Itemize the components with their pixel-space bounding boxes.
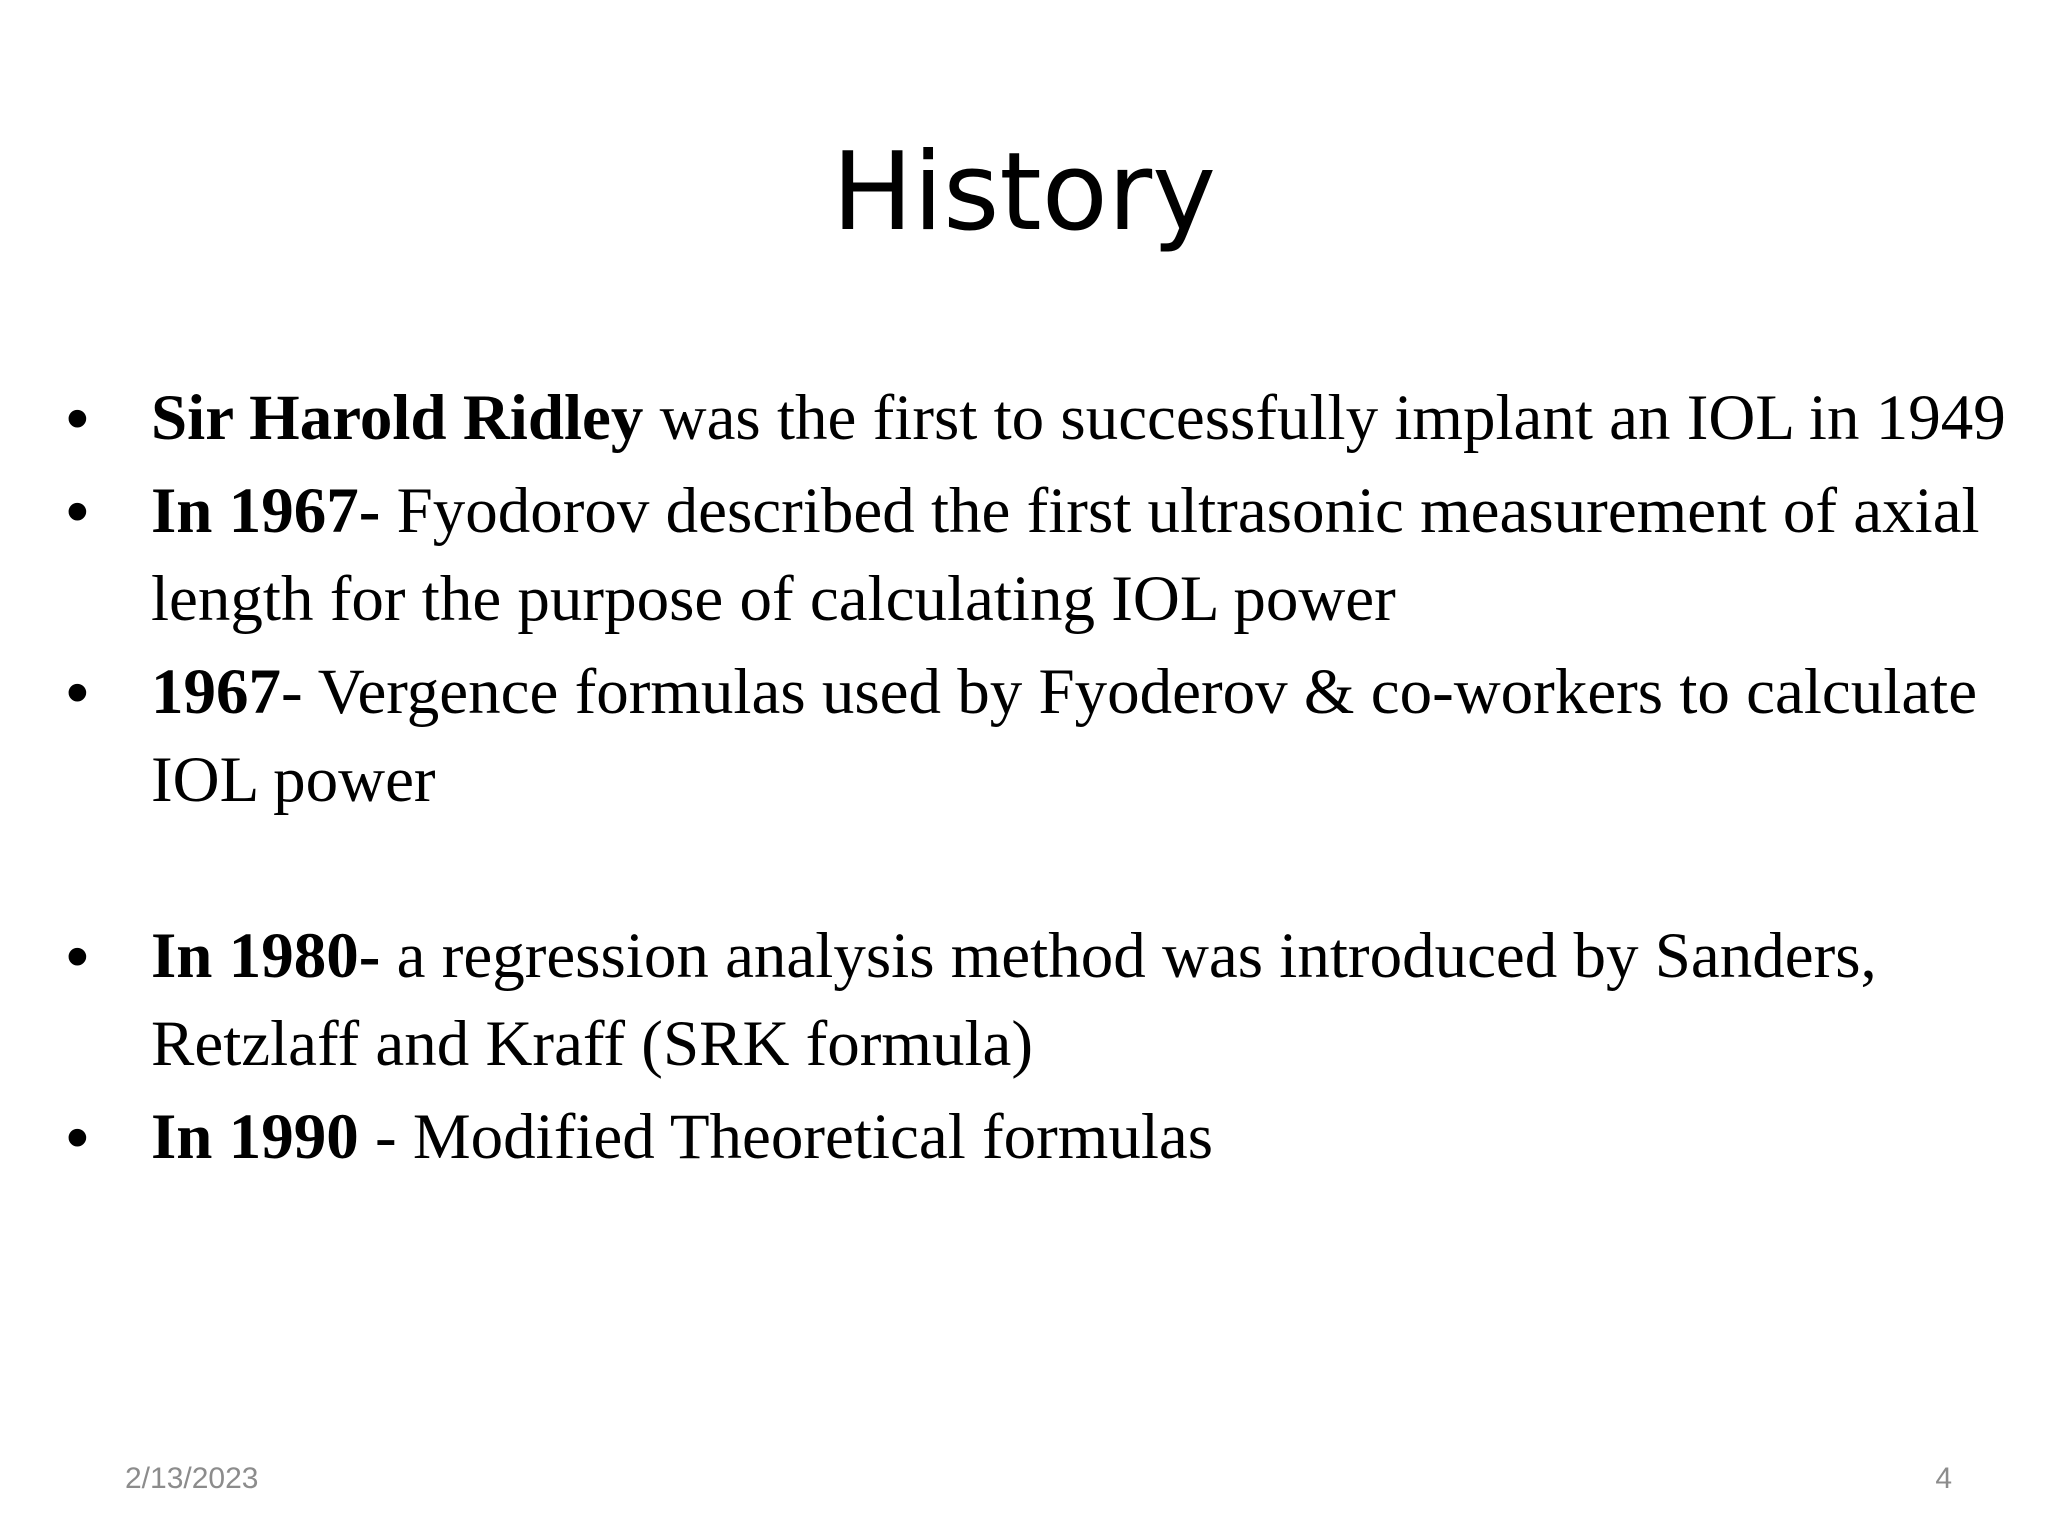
page-number: 4 [1935,1462,1952,1495]
bullet-text: a regression analysis method was introduced by Sanders, Retzlaff and Kraff (SRK formula) [151,920,1877,1080]
bullet-bold-text: In 1990 [151,1101,359,1173]
bullet-icon: • [66,655,89,728]
list-item [60,912,2020,1088]
list-item [60,467,2020,643]
bullet-text: Fyodorov described the first ultrasonic measurement of axial length for the purpose of calculating IOL power [151,475,1980,635]
list-item [60,374,2020,462]
list-item [60,1093,2020,1181]
bullet-bold-text: Sir Harold Ridley [151,382,644,454]
bullet-icon: • [66,474,89,547]
list-item [60,648,2020,824]
bullet-bold-text: 1967 [151,656,281,728]
slide-title: History [831,130,1217,255]
bullet-text: - Vergence formulas used by Fyoderov & co-workers to calculate IOL power [151,656,1978,816]
bullet-bold-text: In 1980- [151,920,381,992]
bullet-bold-text: In 1967- [151,475,381,547]
bullet-list [60,374,2020,1186]
bullet-text: - Modified Theoretical formulas [358,1101,1214,1173]
bullet-text: was the first to successfully implant an IOL in 1949 [643,382,2006,454]
footer-date: 2/13/2023 [125,1462,259,1495]
bullet-icon: • [66,381,89,454]
bullet-icon: • [66,919,89,992]
bullet-icon: • [66,1100,89,1173]
